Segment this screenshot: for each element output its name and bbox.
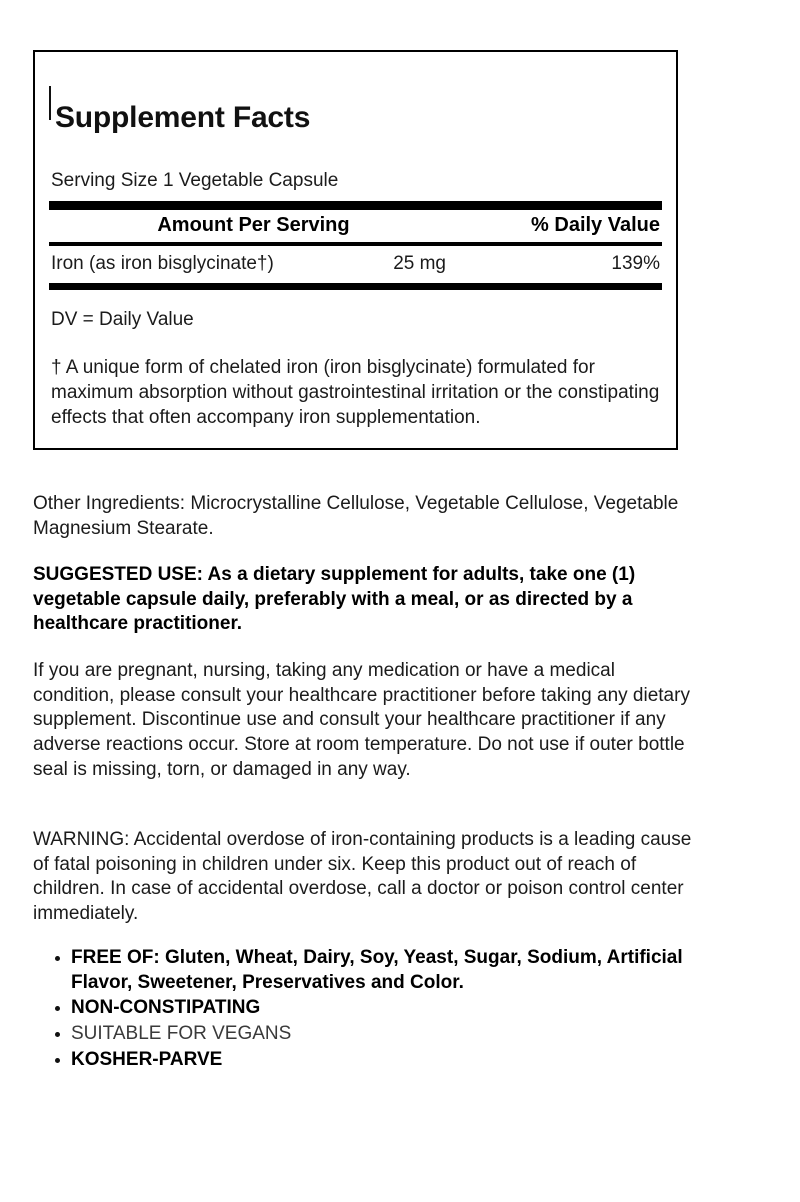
claims-block [33, 946, 695, 1073]
table-row [49, 246, 662, 283]
table-bottom-rule [49, 283, 662, 290]
warning-text: WARNING: Accidental overdose of iron-containing products is a leading cause of fatal poisoning in children under six. Keep this product out of reach of children. In case of accidental overdose, call a doctor or poison control center immediately. [33, 829, 692, 925]
list-item [33, 1048, 695, 1073]
text-caret-icon [49, 86, 51, 120]
supplement-facts-panel [33, 50, 678, 450]
bullet-icon [55, 1032, 60, 1037]
bullet-icon [55, 1006, 60, 1011]
column-header-daily-value: % Daily Value [531, 214, 660, 237]
column-header-amount-per-serving: Amount Per Serving [157, 214, 350, 237]
nutrient-daily-value: 139% [611, 253, 660, 275]
table-top-rule [49, 201, 662, 210]
claim-suitable-for-vegans-text: SUITABLE FOR VEGANS [71, 1023, 292, 1045]
cautions-text: If you are pregnant, nursing, taking any medication or have a medical condition, please consult your healthcare practitioner before taking any dietary supplement. Discontinue use and consult your healthcare practitioner if any adverse reactions occur. Store at room temperature. Do not use if outer bottle seal is missing, torn, or damaged in any way. [33, 660, 690, 780]
other-ingredients-block [33, 492, 695, 541]
warning-block [33, 828, 695, 927]
suggested-use-block [33, 563, 695, 637]
list-item [33, 1022, 695, 1047]
claims-list [33, 946, 695, 1072]
bullet-icon [55, 1058, 60, 1063]
claim-non-constipating-text: NON-CONSTIPATING [71, 997, 261, 1019]
list-item [33, 996, 695, 1021]
claim-kosher-parve-text: KOSHER-PARVE [71, 1048, 223, 1070]
cautions-block [33, 659, 695, 782]
claim-free-of-text: FREE OF: Gluten, Wheat, Dairy, Soy, Yeast, Sugar, Sodium, Artificial Flavor, Sweetener, Preservatives and Color. [71, 947, 683, 993]
nutrient-name: Iron (as iron bisglycinate†) [51, 253, 274, 275]
nutrient-amount: 25 mg [393, 253, 446, 275]
serving-size-text: Serving Size 1 Vegetable Capsule [51, 169, 339, 191]
list-item [33, 946, 695, 995]
table-header-row [49, 210, 662, 242]
other-ingredients-text: Other Ingredients: Microcrystalline Cellulose, Vegetable Cellulose, Vegetable Magnesium Stearate. [33, 493, 679, 539]
dv-definition-text: DV = Daily Value [51, 309, 194, 331]
bullet-icon [55, 956, 60, 961]
supplement-facts-title: Supplement Facts [55, 101, 311, 135]
dagger-footnote-text: † A unique form of chelated iron (iron bisglycinate) formulated for maximum absorption without gastrointestinal irritation or the constipating effects that often accompany iron supplementation. [51, 357, 660, 429]
supplement-facts-title-row [49, 82, 662, 155]
suggested-use-text: SUGGESTED USE: As a dietary supplement for adults, take one (1) vegetable capsule daily, preferably with a meal, or as directed by a healthcare practitioner. [33, 564, 636, 635]
